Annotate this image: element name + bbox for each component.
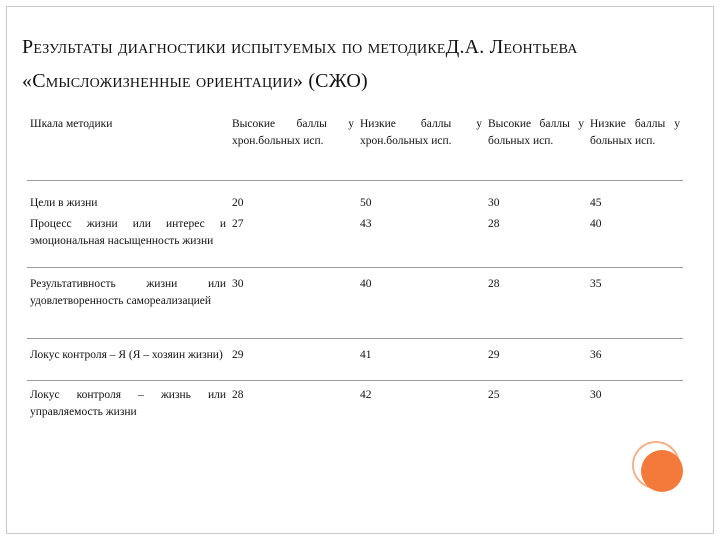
- cell-value: 45: [590, 197, 602, 209]
- decorative-dot: [641, 450, 683, 492]
- cell-value: 41: [360, 349, 372, 361]
- header-low-chronic: Низкие баллы у хрон.больных исп.: [360, 118, 482, 147]
- cell-value: 30: [488, 197, 500, 209]
- row-scale: Результативность жизни или удовлетворенность самореализацией: [30, 278, 226, 307]
- header-scale: Шкала методики: [30, 118, 113, 130]
- cell-value: 40: [590, 218, 602, 230]
- slide-title: Результаты диагностики испытуемых по методикеД.А. Леонтьева «Смысложизненные ориентации» (СЖО): [22, 36, 578, 92]
- row-scale: Локус контроля – Я (Я – хозяин жизни): [30, 349, 223, 361]
- cell-value: 40: [360, 278, 372, 290]
- cell-value: 28: [488, 218, 500, 230]
- header-high-chronic: Высокие баллы у хрон.больных исп.: [232, 118, 354, 147]
- cell-value: 42: [360, 389, 372, 401]
- cell-value: 29: [232, 349, 244, 361]
- cell-value: 28: [488, 278, 500, 290]
- cell-value: 50: [360, 197, 372, 209]
- table-row: [27, 268, 683, 339]
- cell-value: 20: [232, 197, 244, 209]
- cell-value: 29: [488, 349, 500, 361]
- table-row: [27, 181, 683, 213]
- cell-value: 27: [232, 218, 244, 230]
- row-scale: Процесс жизни или интерес и эмоциональная насыщенность жизни: [30, 218, 226, 247]
- cell-value: 28: [232, 389, 244, 401]
- cell-value: 30: [232, 278, 244, 290]
- cell-value: 36: [590, 349, 602, 361]
- row-scale: Локус контроля – жизнь или управляемость жизни: [30, 389, 226, 418]
- table-header-row: [27, 110, 683, 181]
- header-high-patients: Высокие баллы у больных исп.: [488, 118, 584, 147]
- header-low-patients: Низкие баллы у больных исп.: [590, 118, 680, 147]
- table-row: [27, 381, 683, 426]
- row-scale: Цели в жизни: [30, 197, 98, 209]
- cell-value: 43: [360, 218, 372, 230]
- results-table: [27, 110, 683, 425]
- cell-value: 35: [590, 278, 602, 290]
- table-row: [27, 339, 683, 381]
- table-row: [27, 212, 683, 268]
- cell-value: 25: [488, 389, 500, 401]
- cell-value: 30: [590, 389, 602, 401]
